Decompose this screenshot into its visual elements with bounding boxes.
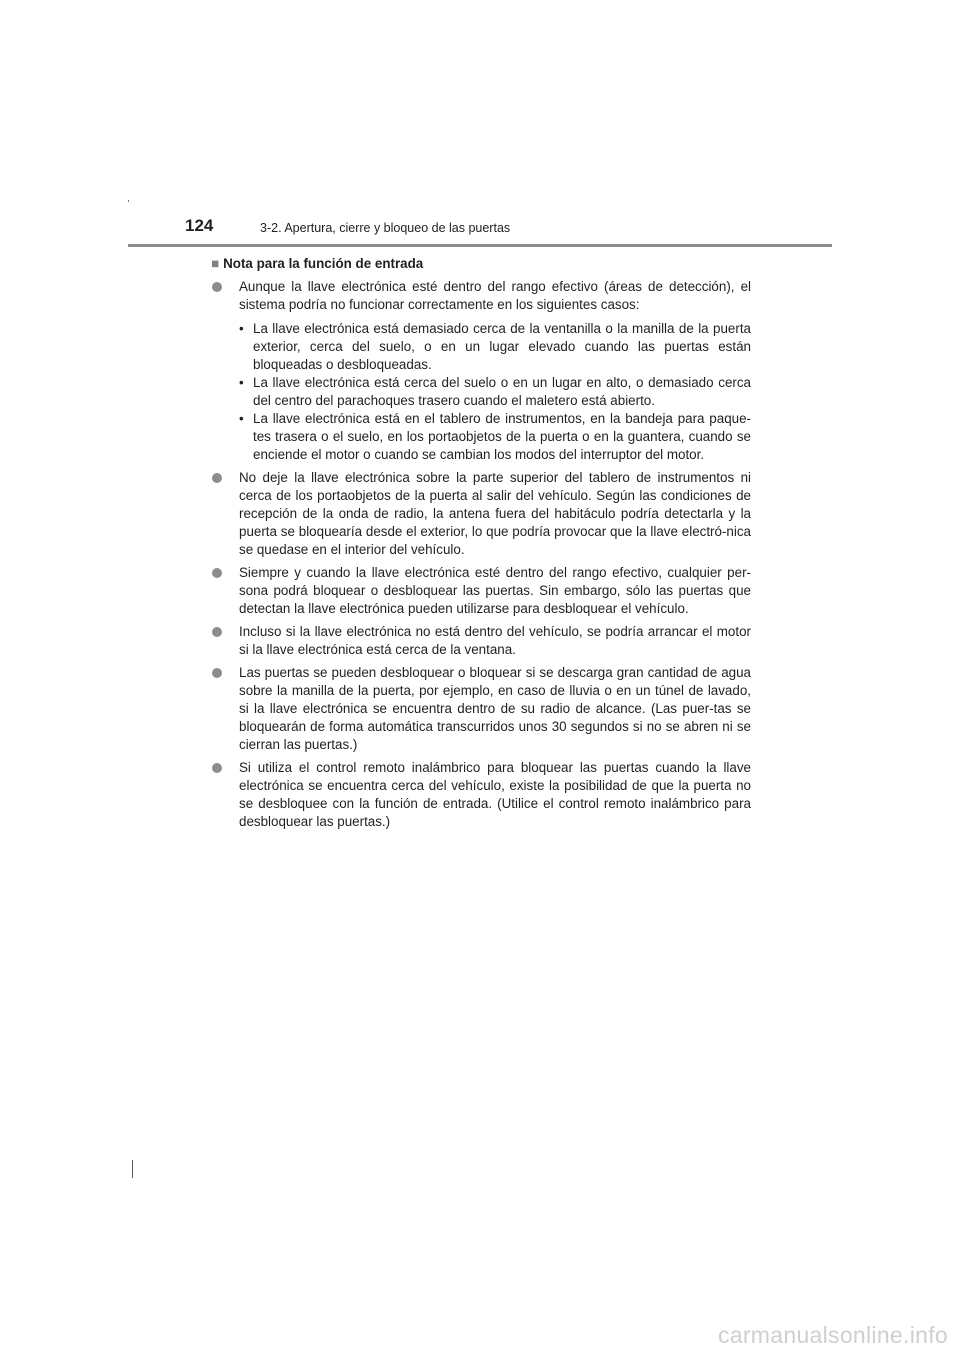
list-item-text: Siempre y cuando la llave electrónica esté dentro del rango efectivo, cualquier per-sona podrá bloquear o desbloquear las puertas. Sin embargo, sólo las puertas que detectan la llave electrónica pueden utilizarse para desbloquear el vehículo. (239, 565, 751, 616)
section-title: 3-2. Apertura, cierre y bloqueo de las puertas (260, 221, 511, 235)
circle-bullet-icon (212, 763, 222, 773)
note-heading (211, 255, 751, 273)
list-item (211, 564, 751, 618)
circle-bullet-icon (212, 282, 222, 292)
list-item (211, 759, 751, 831)
page-number: 124 (185, 216, 214, 235)
list-item (211, 278, 751, 464)
circle-bullet-icon (212, 568, 222, 578)
sub-list-item (239, 410, 751, 464)
circle-bullet-icon (212, 473, 222, 483)
list-item-text: Las puertas se pueden desbloquear o bloquear si se descarga gran cantidad de agua sobre la manilla de la puerta, por ejemplo, en caso de lluvia o en un túnel de lavado, si la llave electrónica se encuentra dentro de su radio de alcance. (Las puer-tas se bloquearán de forma automática transcurridos unos 30 segundos si no se abren ni se cierran las puertas.) (239, 665, 751, 752)
sub-list (239, 320, 751, 464)
dot-bullet-icon: • (239, 411, 244, 426)
square-bullet-icon: ■ (211, 256, 220, 271)
list-item (211, 623, 751, 659)
list-item (211, 664, 751, 754)
note-heading-text: Nota para la función de entrada (223, 256, 424, 271)
list-item-text: Si utiliza el control remoto inalámbrico para bloquear las puertas cuando la llave electrónica se encuentra cerca del vehículo, existe la posibilidad de que la puerta no se desbloquee con la función de entrada. (Utilice el control remoto inalámbrico para desbloquear las puertas.) (239, 760, 751, 829)
sub-list-item (239, 320, 751, 374)
sub-list-item (239, 374, 751, 410)
list-item-text: No deje la llave electrónica sobre la parte superior del tablero de instrumentos ni cerca de los portaobjetos de la puerta al salir del vehículo. Según las condiciones de recepción de la onda de radio, la antena fuera del habitáculo podría detectarla y la puerta se bloquearía desde el exterior, lo que podría provocar que la llave electró-nica se quedase en el interior del vehículo. (239, 470, 751, 557)
circle-bullet-icon (212, 668, 222, 678)
list-item-text: Aunque la llave electrónica esté dentro del rango efectivo (áreas de detección), el sistema podría no funcionar correctamente en los siguientes casos: (239, 279, 751, 312)
sub-list-item-text: La llave electrónica está en el tablero de instrumentos, en la bandeja para paque-tes trasera o el suelo, en los portaobjetos de la puerta o en la guantera, cuando se enciende el motor o cuando se cambian los modos del interruptor del motor. (253, 411, 751, 462)
circle-bullet-icon (212, 627, 222, 637)
list-item-text: Incluso si la llave electrónica no está dentro del vehículo, se podría arrancar el motor si la llave electrónica está cerca de la ventana. (239, 624, 751, 657)
header-divider (128, 244, 832, 247)
watermark: carmanualsonline.info (717, 1322, 948, 1348)
note-section (211, 255, 751, 831)
sub-list-item-text: La llave electrónica está demasiado cerca de la ventanilla o la manilla de la puerta exterior, cerca del suelo, o en un lugar elevado cuando las puertas están bloqueadas o desbloqueadas. (253, 321, 751, 372)
dot-bullet-icon: • (239, 375, 244, 390)
crop-mark (132, 1160, 133, 1178)
sub-list-item-text: La llave electrónica está cerca del suelo o en un lugar en alto, o demasiado cerca del centro del parachoques trasero cuando el maletero está abierto. (253, 375, 751, 408)
dot-bullet-icon: • (239, 321, 244, 336)
list-item (211, 469, 751, 559)
registration-mark: , (127, 193, 130, 204)
